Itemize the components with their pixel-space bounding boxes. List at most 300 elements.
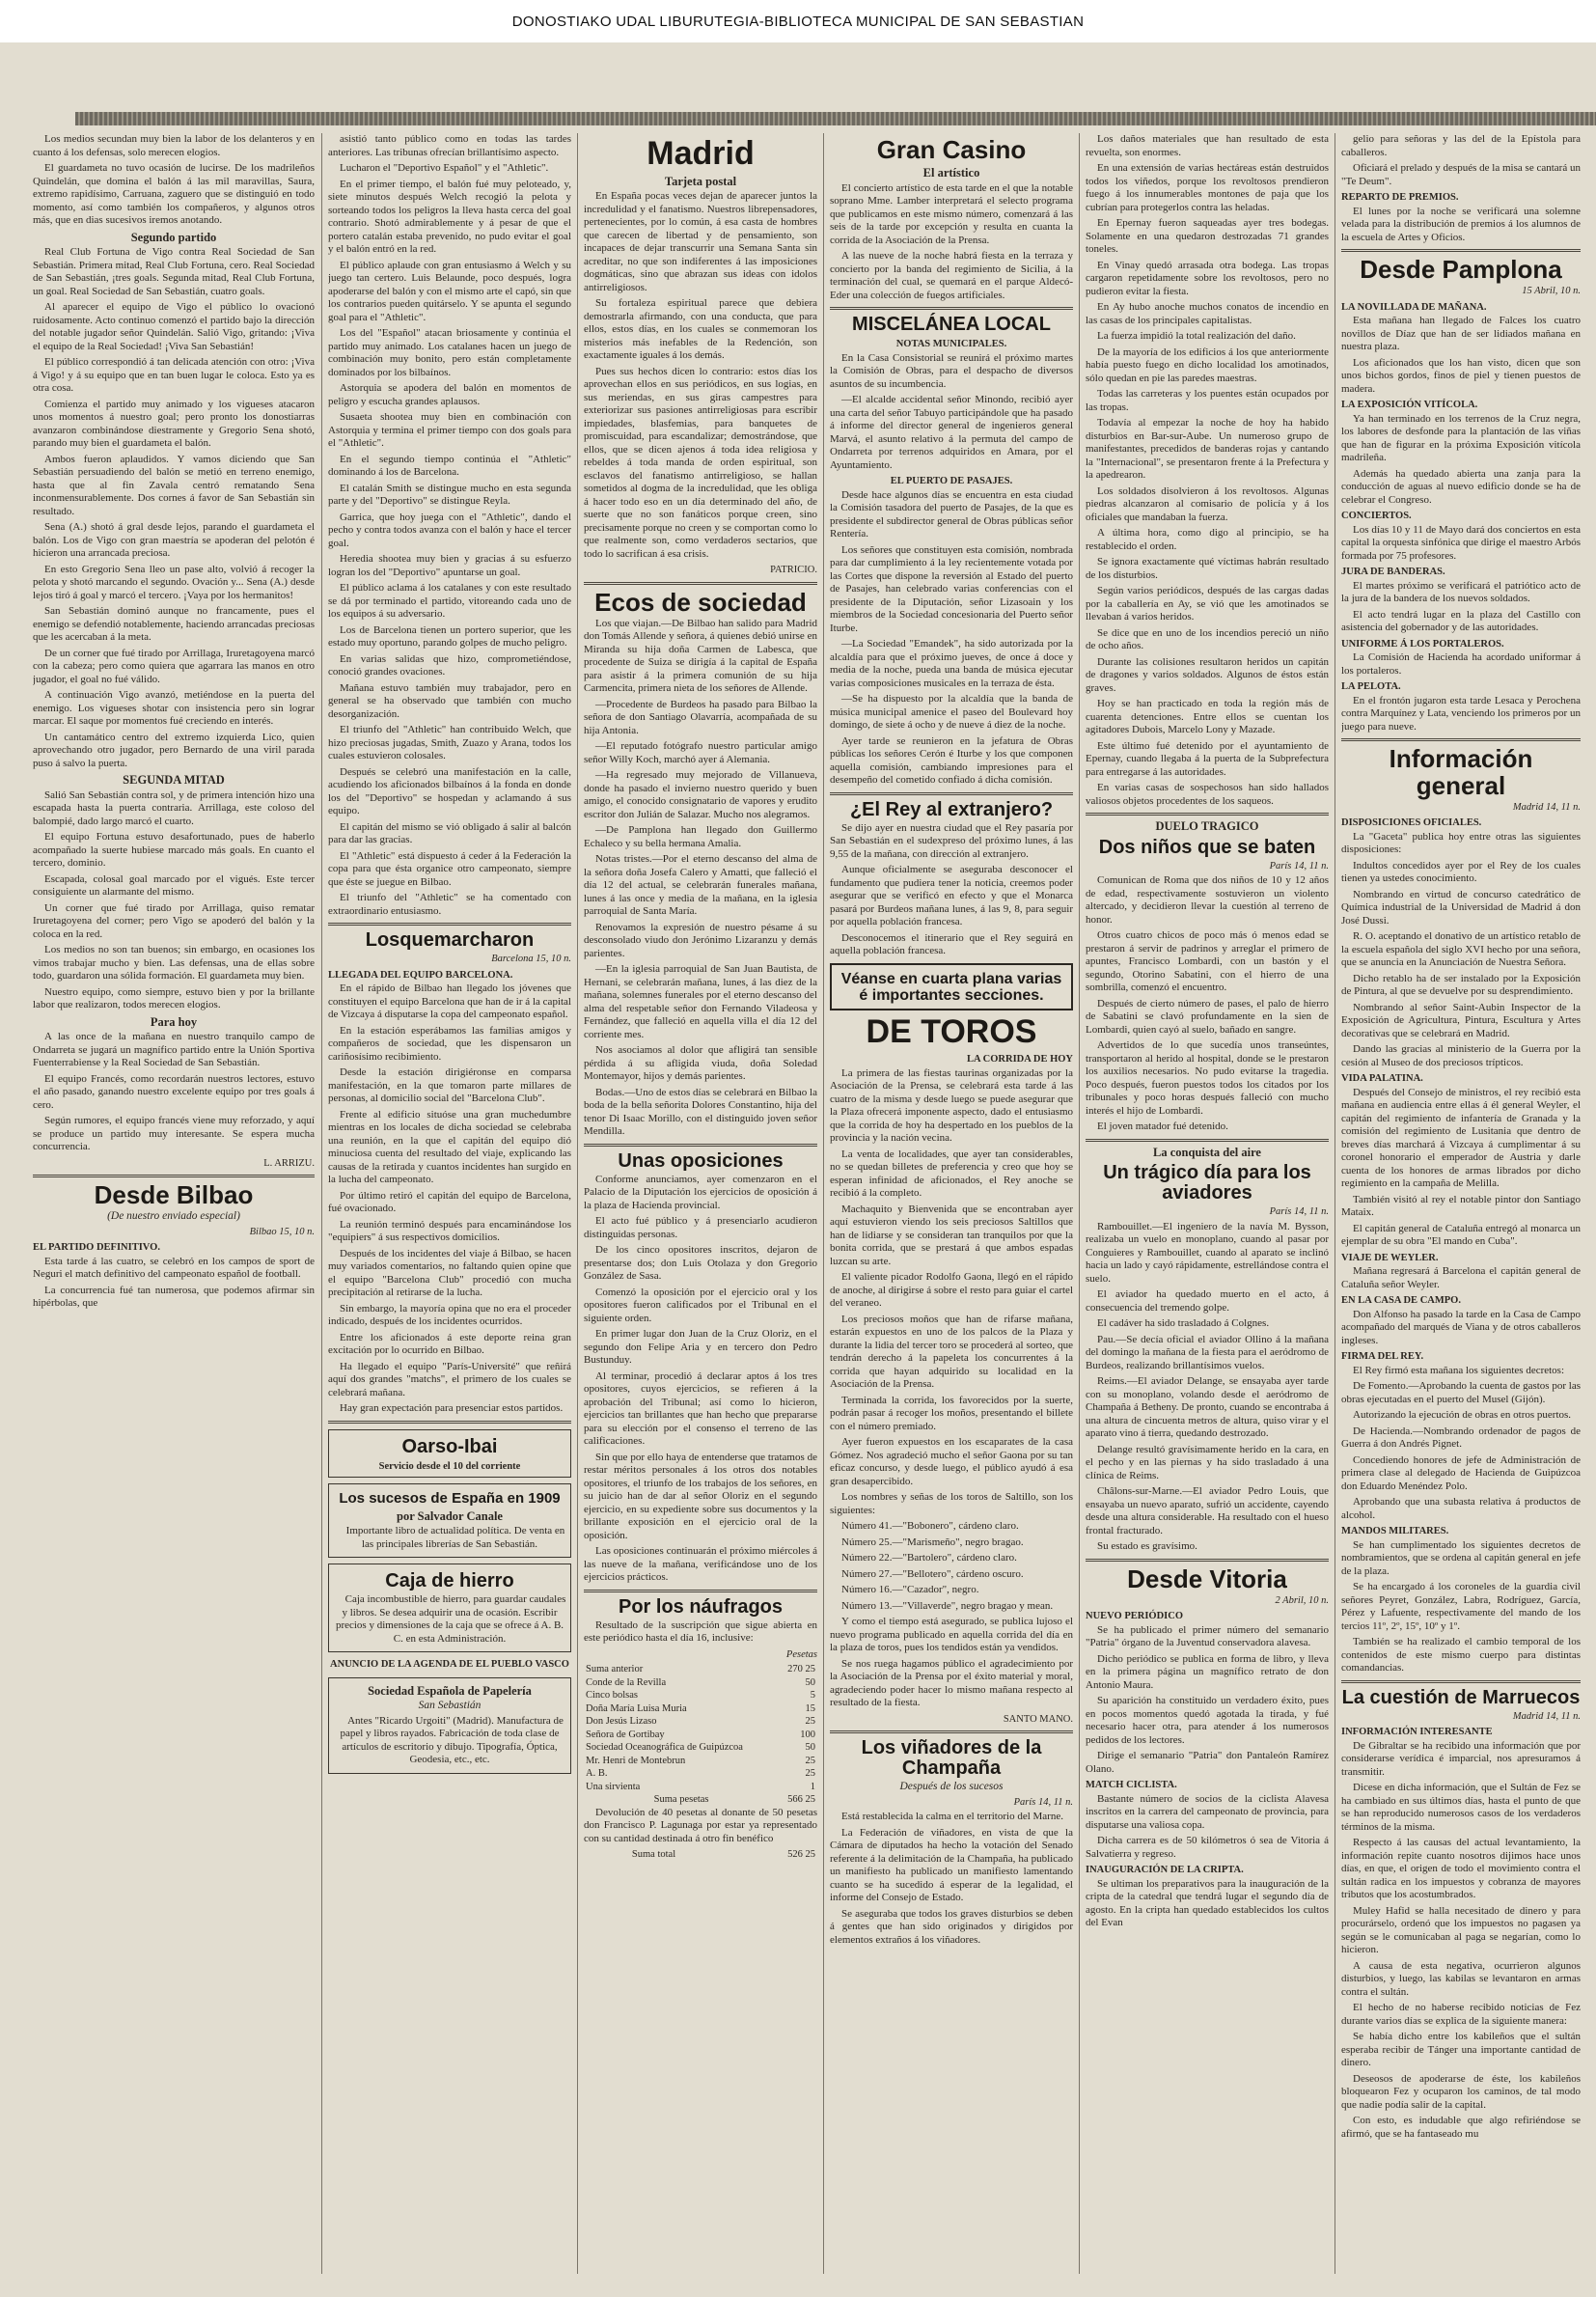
table-unit: Pesetas xyxy=(785,1648,817,1660)
paragraph: Dicho retablo ha de ser instalado por la Exposición de Pintura, al que se devuelve por su desprendimiento. xyxy=(1341,972,1581,998)
paragraph: Se aseguraba que todos los graves disturbios se deben á gentes que han sido originados y dirigidos por elementos extraños á los viñadores. xyxy=(830,1907,1073,1946)
dateline: París 14, 11 n. xyxy=(1269,860,1329,872)
dateline: 15 Abril, 10 n. xyxy=(1522,286,1581,297)
donor-name: Suma anterior xyxy=(586,1664,644,1675)
paragraph: A continuación Vigo avanzó, metiéndose en la puerta del enemigo. Los vigueses shotar con insistencia pero sin lograr marcar. El saque por momentos fué creciendo en interés. xyxy=(33,689,315,727)
divider xyxy=(328,1421,571,1424)
headline: Desde Vitoria xyxy=(1127,1564,1287,1593)
table-row xyxy=(584,1676,817,1690)
paragraph: Ambos fueron aplaudidos. Y vamos diciendo que San Sebastián persuadiendo del balón se metió en terreno enemigo, hasta que al fin Zavala centró rematando Sena inconmensurablemente. Dos cornes á favor de San Sebastián sin resultado. xyxy=(33,453,315,517)
paragraph: Los que viajan.—De Bilbao han salido para Madrid don Tomás Allende y señora, á quienes debió unirse en Miranda su hija doña Carmen de Labesca, que procedente de Suiza se dirigía á la capital de España para asistir á la primera comunión de su hija Carmencita, primera nieta de los señores de Allende. xyxy=(584,617,817,695)
subheading: LA NOVILLADA DE MAÑANA. xyxy=(1341,301,1487,313)
advertisement xyxy=(328,1677,571,1774)
divider xyxy=(328,923,571,926)
paragraph: Devolución de 40 pesetas al donante de 50 pesetas don Francisco P. Lagunaga por estar ya representado con su cantidad destinada á otro fin benéfico xyxy=(584,1806,817,1844)
paragraph: En España pocas veces dejan de aparecer juntos la incredulidad y el fanatismo. Nuestros librepensadores, pertenecientes, por lo común, á esa casta de hombres que carecen de libertad y de pensamiento, son incapaces de dejar transcurrir una Semana Santa sin acreditar, no que son indiferentes á las imposiciones dogmáticas, sino que abrazan sus ideas con idolos antirreligiosos. xyxy=(584,190,817,293)
paragraph: El equipo Francés, como recordarán nuestros lectores, estuvo el año pasado, ganando nuestro excelente equipo por tres goals á cero. xyxy=(33,1072,315,1111)
subheading: MATCH CICLISTA. xyxy=(1086,1780,1177,1791)
subheading: NOTAS MUNICIPALES. xyxy=(895,339,1007,350)
paragraph: Nos asociamos al dolor que afligirá tan sensible pérdida á su afligida viuda, doña Soledad Montemayor, hijos y demás parientes. xyxy=(584,1044,817,1083)
headline: Losquemarcharon xyxy=(365,929,535,951)
paragraph: El cadáver ha sido trasladado á Colgnes. xyxy=(1097,1317,1270,1329)
notice-box xyxy=(830,963,1073,1011)
table-row xyxy=(584,1848,817,1862)
donor-name: Cinco bolsas xyxy=(586,1690,638,1702)
paragraph: R. O. aceptando el donativo de un artístico retablo de la escuela española del siglo XVI hecho por una señora, que se anuncia en la Anunciación de Nuestra Señora. xyxy=(1341,930,1581,969)
divider xyxy=(1341,249,1581,252)
paragraph: El público aclama á los catalanes y con este resultado se dá por terminado el partido, vitoreando cada uno de los equipos á su adversario. xyxy=(328,582,571,620)
headline: La cuestión de Marruecos xyxy=(1341,1686,1581,1708)
paragraph: El capitán del mismo se vió obligado á salir al balcón para dar las gracias. xyxy=(328,820,571,845)
paragraph: Después se celebró una manifestación en la calle, acudiendo los aficionados bilbaínos á la fonda en donde los del "Deportivo" se hospedan y aclamando á sus equipo. xyxy=(328,765,571,816)
paragraph: El lunes por la noche se verificará una solemne velada para la distribución de premios á los alumnos de la escuela de Artes y Oficios. xyxy=(1341,205,1581,243)
list-item: Número 22.—"Bartolero", cárdeno claro. xyxy=(841,1552,1017,1564)
subheading: LA CORRIDA DE HOY xyxy=(967,1054,1073,1065)
paragraph: Los días 10 y 11 de Mayo dará dos conciertos en esta capital la orquesta sinfónica que dirige el maestro Arbós formada por 75 profesores. xyxy=(1341,523,1581,562)
subheading: EL PUERTO DE PASAJES. xyxy=(890,476,1013,487)
donor-name: A. B. xyxy=(586,1768,608,1780)
list-item: Número 25.—"Marismeño", negro bragao. xyxy=(841,1536,1024,1548)
donor-amount: 100 xyxy=(800,1729,815,1740)
paragraph: Se ultiman los preparativos para la inauguración de la cripta de la catedral que tendrá lugar el segundo día de agosto. En la cripta han quedado establecidos los cultos del Evan xyxy=(1086,1877,1329,1929)
paragraph: Los aficionados que los han visto, dicen que son unos bichos gordos, finos de piel y tienen puestos de madera. xyxy=(1341,356,1581,395)
paragraph: Escapada, colosal goal marcado por el vigués. Este tercer consiguiente un alarmante del mismo. xyxy=(33,872,315,898)
paragraph: Mañana estuvo también muy trabajador, pero en general se ha observado que también con mucho desorganización. xyxy=(328,681,571,720)
divider xyxy=(830,1730,1073,1733)
paragraph: Aprobando que una subasta relativa á productos de alcohol. xyxy=(1341,1496,1581,1521)
paragraph: Dicho periódico se publica en forma de libro, y lleva en la primera página un magnífico retrato de don Antonio Maura. xyxy=(1086,1652,1329,1691)
paragraph: Además ha quedado abierta una zanja para la conducción de aguas al nuevo edificio donde se ha de celebrar el Congreso. xyxy=(1341,467,1581,506)
paragraph: —El reputado fotógrafo nuestro particular amigo señor Willy Koch, marchó ayer á Alemania. xyxy=(584,740,817,765)
paragraph: Mañana regresará á Barcelona el capitán general de Cataluña señor Weyler. xyxy=(1341,1265,1581,1290)
subheading: EN LA CASA DE CAMPO. xyxy=(1341,1295,1461,1307)
subheading: MANDOS MILITARES. xyxy=(1341,1526,1449,1537)
paragraph: De Gibraltar se ha recibido una información que por considerarse verídica é imparcial, nos apresuramos á transmitir. xyxy=(1341,1739,1581,1778)
newspaper-page xyxy=(0,42,1596,2297)
paragraph: Se ha encargado á los coroneles de la guardia civil señores Peyret, González, Labra, Rodríguez, García, Pérez y Lafuente, respectivamente del mando de los tercios 11º, 2º, 15º, 10º y 1º. xyxy=(1341,1581,1581,1632)
paragraph: Garrica, que hoy juega con el "Athletic", dando el pecho y contra todos avanza con el balón y hace el tercer goal. xyxy=(328,511,571,549)
paragraph: Rambouillet.—El ingeniero de la navía M. Bysson, realizaba un vuelo en monoplano, cuando al pasar por Conguieres y Rambouillet, cuando al aparato se inclinó hacia un lado y cayó rápidamente, estrellándose contra el suelo. xyxy=(1086,1220,1329,1285)
paragraph: Y como el tiempo está asegurado, se publica lujoso el nuevo programa publicado en aquella corrida del día en la plaza de toros, pues los tendidos están ya vendidos. xyxy=(830,1616,1073,1654)
subscription-table xyxy=(584,1663,817,1807)
paragraph: La fuerza impidió la total realización del daño. xyxy=(1097,330,1296,342)
paragraph: Entre los aficionados á este deporte reina gran excitación por lo ocurrido en Bilbao. xyxy=(328,1331,571,1356)
paragraph: A las nueve de la noche habrá fiesta en la terraza y concierto por la banda del regimiento de Sicilia, á la terminación del cual, se quemará en el parque Aldecó-Eder una colección de fuegos artificiales. xyxy=(830,250,1073,301)
paragraph: En el rápido de Bilbao han llegado los jóvenes que constituyen el equipo Barcelona que han de ir á la capital de Vizcaya á disputarse la copa del campeonato español. xyxy=(328,982,571,1020)
signature: SANTO MANO. xyxy=(1003,1713,1073,1725)
total-value: 566 25 xyxy=(787,1794,815,1806)
paragraph: De la mayoría de los edificios á los que anteriormente había puesto fuego en dicho localidad los amotinados, sólo quedan en pie las paredes maestras. xyxy=(1086,346,1329,384)
donor-amount: 50 xyxy=(805,1742,815,1754)
paragraph: Su fortaleza espiritual parece que debiera demostrarla afirmando, con una conducta, que para ellos, estos días, en los cuales se conmemoran los misterios más inefables de la Redención, son exactamente iguales á los demás. xyxy=(584,297,817,362)
paragraph: Châlons-sur-Marne.—El aviador Pedro Louis, que ensayaba un nuevo aparato, sufrió un accidente, cayendo desde una altura considerable. Ha resultado con el hueso frontal fracturado. xyxy=(1086,1485,1329,1536)
signature: PATRICIO. xyxy=(770,565,817,576)
paragraph: Concediendo honores de jefe de Administración de primera clase al delegado de Hacienda de Guipúzcoa don Eduardo Menéndez Polo. xyxy=(1341,1453,1581,1492)
paragraph: En la estación esperábamos las familias amigos y compañeros de sociedad, que les dispensaron un cariñosísimo recibimiento. xyxy=(328,1024,571,1063)
paragraph: Reims.—El aviador Delange, se ensayaba ayer tarde con su monoplano, volando desde el aeródromo de Champaña á Betheny. De pronto, cuando se encontraba á una altura de cincuenta metros de altura, quiso virar y el aparato vino á tierra, quedando destrozado. xyxy=(1086,1375,1329,1439)
headline: Desde Pamplona xyxy=(1360,255,1562,284)
paragraph: Resultado de la suscripción que sigue abierta en este periódico hasta el día 16, inclusive: xyxy=(584,1619,817,1645)
table-row xyxy=(584,1767,817,1781)
paragraph: Dando las gracias al ministerio de la Guerra por la cesión al Museo de dos preciosos trípticos. xyxy=(1341,1043,1581,1068)
subheading: VIAJE DE WEYLER. xyxy=(1341,1252,1439,1263)
paragraph: Dirige el semanario "Patria" don Pantaleón Ramírez Olano. xyxy=(1086,1750,1329,1775)
ad-author: por Salvador Canale xyxy=(397,1508,503,1523)
subheading: LA EXPOSICIÓN VITÍCOLA. xyxy=(1341,400,1478,411)
dateline: Bilbao 15, 10 n. xyxy=(249,1226,315,1237)
donor-amount: 25 xyxy=(805,1755,815,1766)
divider xyxy=(584,1590,817,1592)
paragraph: En la Casa Consistorial se reunirá el próximo martes la Comisión de Obras, para el despacho de diversos asuntos de su incumbencia. xyxy=(830,351,1073,390)
table-row xyxy=(584,1781,817,1794)
paragraph: El catalán Smith se distingue mucho en esta segunda parte y del "Deportivo" se distingue Reyla. xyxy=(328,482,571,507)
donor-name: Doña María Luisa Muria xyxy=(586,1702,687,1714)
paragraph: Se nos ruega hagamos público el agradecimiento por la Asociación de la Prensa por el éxito material y moral, agradeciendo poder hacer lo mismo mañana respecto al resultado de la fiesta. xyxy=(830,1657,1073,1709)
donor-name: Conde de la Revilla xyxy=(586,1676,667,1688)
paragraph: La primera de las fiestas taurinas organizadas por la Asociación de la Prensa, se celebrará esta tarde á las cuatro de la misma y desde luego se puede asegurar que la Plaza ofrecerá imponente aspecto, dado el entusiasmo que la corrida de hoy ha despertado en los pueblos de la provincia y la nación vecina. xyxy=(830,1066,1073,1145)
list-item: Número 16.—"Cazador", negro. xyxy=(841,1584,979,1596)
paragraph: —Procedente de Burdeos ha pasado para Bilbao la señora de don Santiago Olavarría, acompañada de su hija Antonia. xyxy=(584,698,817,736)
paragraph: Aunque oficialmente se aseguraba desconocer el fundamento que pudiera tener la noticia, creemos poder asegurar que se verificó en efecto y que el Monarca pasará por Burdeos mañana lunes, á las 9, 8, para seguir por aquella población francesa. xyxy=(830,864,1073,928)
paragraph: Otros cuatro chicos de poco más ó menos edad se prestaron á servir de padrinos y arreglar el primero de apuntes, Francisco Lombardi, con un bastón y el segundo, Otorino Sabatini, con el hierro de una sombrilla, comenzó el encuentro. xyxy=(1086,929,1329,993)
paragraph: El equipo Fortuna estuvo desafortunado, pues de haberlo acompañado la suerte hubiese marcado más goals. En cuanto el tercero, dominio. xyxy=(33,831,315,869)
paragraph: En varias salidas que hizo, comprometiéndose, conoció grandes ovaciones. xyxy=(328,652,571,678)
headline: Información general xyxy=(1389,744,1533,800)
paragraph: A causa de esta negativa, ocurrieron algunos disturbios, y luego, las kabilas se levantaron en armas contra el sultán. xyxy=(1341,1959,1581,1998)
paragraph: Nombrando al señor Saint-Aubin Inspector de la Exposición de Agricultura, Pintura, Escultura y Artes decorativas que se celebrará en Madrid. xyxy=(1341,1001,1581,1039)
donor-name: Mr. Henri de Montebrun xyxy=(586,1755,686,1766)
donor-amount: 25 xyxy=(805,1716,815,1728)
paragraph: El aviador ha quedado muerto en el acto, á consecuencia del tremendo golpe. xyxy=(1086,1288,1329,1314)
headline: Madrid xyxy=(647,135,755,172)
dateline: París 14, 11 n. xyxy=(1269,1206,1329,1217)
subheading: FIRMA DEL REY. xyxy=(1341,1351,1424,1363)
donor-amount: 50 xyxy=(805,1676,815,1688)
ad-city: San Sebastián xyxy=(418,1700,482,1712)
advertisement xyxy=(328,1429,571,1479)
paragraph: Un cantamático centro del extremo izquierda Lico, quien aprovechando otro jugador, pero Bernardo de una viril parada puso á salvo la puerta. xyxy=(33,731,315,769)
headline: DE TOROS xyxy=(866,1013,1037,1051)
paragraph: Se había dicho entre los kabileños que el sultán esperaba recibir de Tánger una importante cantidad de dinero. xyxy=(1341,2031,1581,2069)
column-3 xyxy=(584,133,817,2274)
paragraph: Comienza el partido muy animado y los vigueses atacaron unos momentos á nuestro goal; pero pronto los donostiarras avanzaron combinándose diestramente y Gregorio Sena shotó, parando muy bien el guardameta el balón. xyxy=(33,398,315,449)
paragraph: El hecho de no haberse recibido noticias de Fez durante varios días se explica de la siguiente manera: xyxy=(1341,2002,1581,2027)
paragraph: La Comisión de Hacienda ha acordado uniformar á los portaleros. xyxy=(1341,651,1581,677)
headline: Los viñadores de la Champaña xyxy=(861,1737,1042,1780)
paragraph: El concierto artístico de esta tarde en el que la notable soprano Mme. Lamber interpretará el selecto programa que publicamos en este mismo número, comenzará á las seis de la tarde por excepción y resulta en cuanta la corrida de la Asociación de la Prensa. xyxy=(830,181,1073,246)
paragraph: Los preciosos moños que han de rifarse mañana, estarán expuestos en uno de los palcos de la Plaza y durante la lidia del tercer toro se procederá al sorteo, que tendrán derecho á la papeleta los concurrentes á la corrida que hayan adquirido su localidad en la Asociación de la Prensa. xyxy=(830,1313,1073,1391)
paragraph: —Ha regresado muy mejorado de Villanueva, donde ha pasado el invierno nuestro querido y buen amigo, el conocido consignatario de vapores y erudito escritor don Julián de Salazar. Mucho nos alegramos. xyxy=(584,769,817,820)
paragraph: Ayer tarde se reunieron en la jefatura de Obras públicas los señores Cerón é Iturbe y los que componen aquella comisión, cambiando impresiones para el desempeño del cometido confiado á dicha comisión. xyxy=(830,734,1073,787)
paragraph: También visitó al rey el notable pintor don Santiago Mataix. xyxy=(1341,1193,1581,1219)
section-heading: Segundo partido xyxy=(130,230,217,244)
subheading: INAUGURACIÓN DE LA CRIPTA. xyxy=(1086,1865,1244,1876)
paragraph: Los de Barcelona tienen un portero superior, que les estado muy oportuno, parando golpes de mucho peligro. xyxy=(328,623,571,649)
table-row xyxy=(584,1729,817,1742)
paragraph: El acto tendrá lugar en la plaza del Castillo con asistencia del gobernador y de las autoridades. xyxy=(1341,608,1581,634)
dateline: 2 Abril, 10 n. xyxy=(1275,1594,1329,1606)
subheading: REPARTO DE PREMIOS. xyxy=(1341,192,1459,203)
paragraph: En varias casas de sospechosos han sido hallados valiosos objetos procedentes de los saqueos. xyxy=(1086,782,1329,807)
table-row xyxy=(584,1755,817,1768)
paragraph: El joven matador fué detenido. xyxy=(1097,1121,1228,1132)
ad-title: Caja de hierro xyxy=(385,1570,514,1592)
paragraph: Sin embargo, la mayoría opina que no era el proceder indicado, después de los incidentes ocurridos. xyxy=(328,1302,571,1327)
paragraph: La "Gaceta" publica hoy entre otras las siguientes disposiciones: xyxy=(1341,830,1581,856)
paragraph: Indultos concedidos ayer por el Rey de los cuales tienen ya ustedes conocimiento. xyxy=(1341,859,1581,885)
column-rule xyxy=(823,133,824,2274)
total-label: Suma pesetas xyxy=(653,1794,709,1806)
paragraph: De Fomento.—Aprobando la cuenta de gastos por las obras ejecutadas en el puerto del Musel (Gijón). xyxy=(1341,1380,1581,1405)
paragraph: Después del Consejo de ministros, el rey recibió esta mañana en audiencia entre ellas á él general Weyler, el capitán del regimiento de infantería de Granada y la comisión del regimiento de Lusitania que dentro de breves días marchará á Vizcaya á cumplimentar á su coronel honorario el emperador de Austria y darle cuenta de los honores de armas librados por dicho regimiento en la campaña de Melilla. xyxy=(1341,1086,1581,1190)
final-value: 526 25 xyxy=(787,1849,815,1861)
table-row xyxy=(584,1663,817,1676)
paragraph: Pues sus hechos dicen lo contrario: estos días los aprovechan ellos en sus periódicos, en sus logias, en sus meriendas, en sus giras campestres para exteriorizar sus pasiones antirreligiosas para escribir impiedades, blasfemias, para banquetes de promiscuidad, para escandalizar; demostrándose, que ellos, que se dicen ajenos á toda idea religiosa y rebeldes á toda manda de orden espiritual, son esclavos del fanatismo antirreligioso, se hallan sometidos al dogma de la incredulidad, que les obliga á hacer todo eso en un día determinado del año, de suerte que no son fanáticos porque creen, sino precisamente porque no creen y se comportan como lo que realmente son, como verdaderos sectarios, que todo lo sacrifican á esa crisis. xyxy=(584,365,817,560)
paragraph: En Vinay quedó arrasada otra bodega. Las tropas cargaron repetidamente sobre los revoltosos, pero no pudieron evitar la fiesta. xyxy=(1086,259,1329,297)
signature: L. ARRIZU. xyxy=(263,1157,315,1169)
paragraph: A última hora, como digo al principio, se ha restablecido el orden. xyxy=(1086,527,1329,552)
advertisement xyxy=(328,1564,571,1652)
list-item: Número 41.—"Bobonero", cárdeno claro. xyxy=(841,1520,1019,1533)
ad-text: Importante libro de actualidad política. De venta en las principales librerías de San Sebastián. xyxy=(345,1525,565,1550)
divider xyxy=(1086,1139,1329,1142)
paragraph: Un corner que fué tirado por Arrillaga, quiso rematar Iruretagoyena del corner; pero Vigo se apoderó del balón y la coloca en la red. xyxy=(33,901,315,940)
paragraph: Según rumores, el equipo francés viene muy reforzado, y aquí se produce un partido muy interesante. Se espera mucha concurrencia. xyxy=(33,1115,315,1152)
paragraph: Astorquia se apodera del balón en momentos de peligro y escucha grandes aplausos. xyxy=(328,382,571,407)
paragraph: Hay gran expectación para presenciar estos partidos. xyxy=(340,1402,564,1414)
paragraph: Susaeta shootea muy bien en combinación con Astorquia y termina el primer tiempo con dos goals para el "Athletic". xyxy=(328,411,571,449)
paragraph: El público aplaude con gran entusiasmo á Welch y su juego tan certero. Luis Belaunde, poco después, logra apoderarse del balón y con el mismo arte el capó, sin que los contrarios pueden quitárselo. Y se apunta el segundo goal para el "Athletic". xyxy=(328,259,571,323)
ad-text: Antes "Ricardo Urgoiti" (Madrid). Manufactura de papel y libros rayados. Fabricación de toda clase de artículos de escritorio y dibujo. Tipografía, Óptica, Geodesia, etc., etc. xyxy=(340,1714,564,1766)
subheading: INFORMACIÓN INTERESANTE xyxy=(1341,1727,1493,1738)
donor-name: Una sirvienta xyxy=(586,1781,641,1792)
paragraph: Respecto á las causas del actual levantamiento, la información repite cuanto nosotros dijimos hace unos días, en que, el origen de todo el movimiento contra el sultán radica en los impuestos y cobranza de mayores tributos que los acostumbrados. xyxy=(1341,1837,1581,1901)
bull-list xyxy=(830,1520,1073,1613)
top-rule xyxy=(75,112,1596,125)
paragraph: Autorizando la ejecución de obras en otros puertos. xyxy=(1353,1409,1572,1422)
paragraph: Después de los incidentes del viaje á Bilbao, se hacen muy variados comentarios, no faltando quien opine que el equipo "Barcelona Club" procedió con mucha precipitación al retirarse de la lucha. xyxy=(328,1247,571,1298)
paragraph: Al aparecer el equipo de Vigo el público lo ovacionó ruidosamente. Acto continuo comenzó el partido bajo la dirección del notable jugador señor Quindelán. Salió Vigo, gritando: ¡Viva el equipo de la Real Sociedad! ¡Viva San Sebastián! xyxy=(33,301,315,352)
byline: (De nuestro enviado especial) xyxy=(107,1210,240,1223)
paragraph: En esto Gregorio Sena lleo un pase alto, volvió á recoger la pelota y shotó marcando el segundo. Ovación y... Sena (A.) desde lejos tiró á goal y marcó el tercero. ¡Vaya por los hermanitos! xyxy=(33,563,315,601)
paragraph: De Hacienda.—Nombrando ordenador de pagos de Guerra á don Andrés Pignet. xyxy=(1341,1425,1581,1451)
paragraph: —La Sociedad "Emandek", ha sido autorizada por la alcaldía para que el próximo jueves, de once á doce y media de la noche, pueda una banda de música ejecutar varias composiciones musicales en la terraza de ésta. xyxy=(830,638,1073,689)
paragraph: Don Alfonso ha pasado la tarde en la Casa de Campo acompañado del marqués de Viana y de otros caballeros ingleses. xyxy=(1341,1308,1581,1346)
paragraph: Al terminar, procedió á declarar aptos á los tres opositores, cuyos ejercicios, se refieren á la aprobación del Tribunal; así como lo hicieron, ejercicios tan brillantes que han hecho que prepararse para su elección por el consenso el terreno de las calificaciones. xyxy=(584,1370,817,1448)
paragraph: El acto fué público y á presenciarlo acudieron distinguidas personas. xyxy=(584,1215,817,1240)
donor-name: Don Jesús Lizaso xyxy=(586,1716,657,1728)
subheading: DISPOSICIONES OFICIALES. xyxy=(1341,817,1482,829)
paragraph: Real Club Fortuna de Vigo contra Real Sociedad de San Sebastián. Primera mitad, Real Club Fortuna, cero. Real Sociedad de San Sebastián, ¡tres goals. Segunda mitad, Real Club Fortuna, un goal. Real Sociedad de San Sebastián, cuatro goals. xyxy=(33,246,315,297)
paragraph: Bodas.—Uno de estos días se celebrará en Bilbao la boda de la bella señorita Dolores Constantino, hija del tenor Di Isaac Morillo, con el distinguido joven señor Mendilla. xyxy=(584,1086,817,1138)
paragraph: Se han cumplimentado los siguientes decretos de nombramientos, que se ordena al capitán general en jefe de la plaza. xyxy=(1341,1538,1581,1577)
headline: Un trágico día para los aviadores xyxy=(1103,1162,1311,1204)
divider xyxy=(33,1175,315,1177)
notice-text: Véanse en cuarta plana varias é importantes secciones. xyxy=(840,970,1062,1004)
headline: Dos niños que se baten xyxy=(1098,836,1316,858)
paragraph: asistió tanto público como en todas las tardes anteriores. Las tribunas ofrecían brillantísimo aspecto. xyxy=(328,133,571,158)
paragraph: En el segundo tiempo continúa el "Athletic" dominando á los de Barcelona. xyxy=(328,453,571,478)
paragraph: En el primer tiempo, el balón fué muy peloteado, y, siete minutos después Welch recogió la pelota y sorteando todos los peligros la lleva hasta cerca del goal contrario. Shotó admirablemente y á pesar de que el portero catalán estaba prevenido, no pudo evitar el goal y el balón entró en la red. xyxy=(328,178,571,255)
paragraph: Las oposiciones continuarán el próximo miércoles á las nueve de la mañana, verificándose uno de los ejercicios prácticos. xyxy=(584,1545,817,1584)
headline: MISCELÁNEA LOCAL xyxy=(852,314,1051,336)
donor-amount: 1 xyxy=(810,1781,815,1792)
table-row xyxy=(584,1793,817,1807)
paragraph: Este último fué detenido por el ayuntamiento de Epernay, cuando llegaba á la puerta de la Subprefectura para entregarse á las autoridades. xyxy=(1086,739,1329,778)
table-row xyxy=(584,1702,817,1716)
paragraph: Los señores que constituyen esta comisión, nombrada para dar cumplimiento á la ley recientemente votada por las Cortes que dispone la reversión al Estado del puerto de Pasajes, han celebrado varias conferencias con el presidente de la Diputación, señor Lizasoain y los miembros de la Sociedad concesionaria del Puerto señor Iturbe. xyxy=(830,543,1073,634)
paragraph: Según varios periódicos, después de las cargas dadas por la caballería en Ay, se vió que les amotinados se llevaban á varios heridos. xyxy=(1086,585,1329,623)
divider xyxy=(830,792,1073,795)
paragraph: En una extensión de varias hectáreas están destruidos todos los viñedos, porque los revoltosos prendieron fuego á los innumerables montones de paja que los cubrían para protegerlos contra las heladas. xyxy=(1086,162,1329,213)
paragraph: También se ha realizado el cambio temporal de los contenidos de este mismo cuerpo para distintas comandancias. xyxy=(1341,1636,1581,1674)
headline: Gran Casino xyxy=(876,135,1027,164)
paragraph: Hoy se han practicado en toda la región más de cuarenta detenciones. Entre ellos se cuentan los agitadores Dubois, Marcelo Lony y Mazade. xyxy=(1086,698,1329,735)
dateline: Madrid 14, 11 n. xyxy=(1512,801,1581,813)
paragraph: La venta de localidades, que ayer tan considerables, no se quedan billetes de preferencia y creo que hoy se esperan infinidad de aficionados, el Rey anoche se recibió á la completo. xyxy=(830,1148,1073,1200)
section-heading: Para hoy xyxy=(150,1014,198,1029)
ad-text: Caja incombustible de hierro, para guardar caudales y libros. Se desea adquirir una de ocasión. Escribir precios y dimensiones de la caja que se ofrece á A. B. C. en esta Administración. xyxy=(335,1593,566,1645)
paragraph: Conforme anunciamos, ayer comenzaron en el Palacio de la Diputación los ejercicios de oposición á la plaza de Hacienda provincial. xyxy=(584,1173,817,1211)
paragraph: Oficiará el prelado y después de la misa se cantará un "Te Deum". xyxy=(1341,162,1581,187)
paragraph: Delange resultó gravísimamente herido en la cara, en el pecho y en las piernas y ha sido trasladado á una clínica de Reims. xyxy=(1086,1443,1329,1481)
subheading: CONCIERTOS. xyxy=(1341,511,1412,522)
divider xyxy=(584,582,817,585)
column-rule xyxy=(577,133,578,2274)
dateline: Madrid 14, 11 n. xyxy=(1512,1710,1581,1722)
paragraph: Se dijo ayer en nuestra ciudad que el Rey pasaría por San Sebastián en el sudexpreso del próximo lunes, á las 9,55 de la mañana, con dirección al extranjero. xyxy=(830,821,1073,860)
ad-title: Oarso-Ibai xyxy=(401,1435,498,1457)
paragraph: Sena (A.) shotó á gral desde lejos, parando el guardameta el balón. Los de Vigo con gran maestría se apoderan del pelotón é hicieron una arrancada preciosa. xyxy=(33,521,315,559)
divider xyxy=(830,307,1073,310)
paragraph: Notas tristes.—Por el eterno descanso del alma de la señora doña Josefa Calero y Amatti, que falleció el día 12 del actual, se celebrarán funerales mañana, lunes á las once y media de la mañana, en la iglesia parroquial de Santa María. xyxy=(584,853,817,918)
divider xyxy=(584,1144,817,1147)
column-4 xyxy=(830,133,1073,2274)
divider xyxy=(1086,1559,1329,1562)
paragraph: Se ignora exactamente qué víctimas habrán resultado de los disturbios. xyxy=(1086,556,1329,581)
paragraph: En Ay hubo anoche muchos conatos de incendio en las casas de los principales capitalistas. xyxy=(1086,301,1329,326)
divider xyxy=(1341,1680,1581,1683)
paragraph: A las once de la mañana en nuestro tranquilo campo de Ondarreta se jugará un magnífico partido entre la Unión Sportiva Fuenterrabiense y la Real Sociedad de San Sebastián. xyxy=(33,1031,315,1068)
paragraph: Pau.—Se decía oficial el aviador Ollino á la mañana del domingo la mañana de la fiesta para el aeródromo de Burdeos, realizando brillantísimos vuelos. xyxy=(1086,1333,1329,1371)
divider xyxy=(1341,738,1581,741)
paragraph: El Rey firmó esta mañana los siguientes decretos: xyxy=(1353,1364,1565,1376)
donor-name: Sociedad Oceanográfica de Guipúzcoa xyxy=(586,1742,743,1754)
column-6 xyxy=(1341,133,1581,2274)
donor-amount: 25 xyxy=(805,1768,815,1780)
paragraph: Los del "Español" atacan briosamente y continúa el partido muy animado. Los catalanes hacen un juego de combinación muy bonito, pero están completamente dominados por los bilbaínos. xyxy=(328,327,571,378)
paragraph: Ayer fueron expuestos en los escaparates de la casa Gómez. Nos agradeció mucho el señor Gaona por su tan eficaz concurso, y desde luego, el público ayudó á esa gran desapercibido. xyxy=(830,1436,1073,1487)
paragraph: Los medios secundan muy bien la labor de los delanteros y en cuanto á los defensas, solo merecen elogios. xyxy=(33,133,315,158)
paragraph: Ya han terminado en los terrenos de la Cruz negra, los labores de desfonde para la plantación de las viñas que han de figurar en la próxima Exposición vitícola madrileña. xyxy=(1341,412,1581,464)
paragraph: La concurrencia fué tan numerosa, que podemos afirmar sin hipérbolas, que xyxy=(33,1284,315,1310)
paragraph: Sin que por ello haya de entenderse que tratamos de restar méritos personales á los otros dos notables opositores, el triunfo de los trabajos de los señores, en su juicio han de dar al señor Oloriz en el segundo ejercicio, en su expediente sobre sus documentos y la brillante exposición en el ejercicio oral de la oposición. xyxy=(584,1451,817,1541)
paragraph: En primer lugar don Juan de la Cruz Oloriz, en el segundo don Felipe Aria y en tercero don Pedro Bustunduy. xyxy=(584,1328,817,1367)
headline: Por los náufragos xyxy=(618,1595,784,1618)
paragraph: Comunican de Roma que dos niños de 10 y 12 años de edad, respectivamente sostuvieron un violento altercado, y decidieron llevar la cuestión al terreno de honor. xyxy=(1086,874,1329,926)
donor-amount: 5 xyxy=(810,1690,815,1702)
paragraph: Heredia shootea muy bien y gracias á su esfuerzo logran los del "Deportivo" apuntarse un goal. xyxy=(328,553,571,578)
subheading: NUEVO PERIÓDICO xyxy=(1086,1611,1184,1622)
paragraph: Los nombres y señas de los toros de Saltillo, son los siguientes: xyxy=(830,1491,1073,1516)
paragraph: Con esto, es indudable que algo refiriéndose se afirmó, que se ha fantaseado mu xyxy=(1341,2115,1581,2140)
paragraph: El guardameta no tuvo ocasión de lucirse. De los madrileños Quindelán, que domina el balón á las mil maravillas, Saura, extremo rapidísimo, Carruana, zaguero que se distinguió en todo momento, así como también los compañeros, y algunos otros más, que en dias sucesivos iremos anotando. xyxy=(33,162,315,226)
paragraph: Bastante número de socios de la ciclista Alavesa inscritos en la carrera del campeonato de provincia, para disputarse una valiosa copa. xyxy=(1086,1792,1329,1831)
paragraph: gelio para señoras y las del de la Epístola para caballeros. xyxy=(1341,133,1581,158)
subheading: LLEGADA DEL EQUIPO BARCELONA. xyxy=(328,969,513,981)
paragraph: Advertidos de lo que sucedía unos transeúntes, transportaron al herido al hospital, donde se le prestaron los auxilios necesarios. No pudo evitarse la tragedia. Poco después, fueron puestos todos los citados por los tribunales y poco horas después falleció con mucho interés el hijo de Lombardi. xyxy=(1086,1039,1329,1117)
paragraph: Su estado es gravísimo. xyxy=(1097,1540,1197,1552)
column-2 xyxy=(328,133,571,2274)
paragraph: Dicese en dicha información, que el Sultán de Fez se ha cambiado en sus últimos días, hasta el punto de que se han reproducido numerosos casos de los verdaderos términos de la misma. xyxy=(1341,1782,1581,1833)
donor-amount: 270 25 xyxy=(787,1664,815,1675)
paragraph: El "Athletic" está dispuesto á ceder á la Federación la copa para que ésta organice otro campeonato, siempre que éste se juegue en Bilbao. xyxy=(328,849,571,888)
subheading: Después de los sucesos xyxy=(899,1781,1004,1793)
dateline: Barcelona 15, 10 n. xyxy=(491,954,571,964)
paragraph: El capitán general de Cataluña entregó al monarca un ejemplar de su obra "El mando en Cuba". xyxy=(1341,1222,1581,1248)
paragraph: La reunión terminó después para encaminándose los "equipiers" á sus respectivos domicilios. xyxy=(328,1218,571,1243)
paragraph: —De Pamplona han llegado don Guillermo Echaleco y su bella hermana Amalia. xyxy=(584,824,817,849)
paragraph: Esta tarde á las cuatro, se celebró en los campos de sport de Neguri el match definitivo del campeonato español de football. xyxy=(33,1255,315,1281)
paragraph: Ha llegado el equipo "París-Université" que reñirá aquí dos grandes "matchs", el primero de los cuales se celebrará mañana. xyxy=(328,1360,571,1398)
table-row xyxy=(584,1715,817,1729)
paragraph: Nombrando en virtud de concurso catedrático de Química industrial de la Universidad de Madrid á don José Dussi. xyxy=(1341,888,1581,927)
table-row xyxy=(584,1689,817,1702)
paragraph: En el frontón jugaron esta tarde Lesaca y Perochena contra Marquínez y Lata, venciendo los primeros por un juego para nueve. xyxy=(1341,694,1581,733)
advertisement xyxy=(328,1483,571,1558)
subheading: VIDA PALATINA. xyxy=(1341,1073,1423,1085)
paragraph: Todas las carreteras y los puentes están ocupados por las tropas. xyxy=(1086,388,1329,413)
paragraph: Por último retiró el capitán del equipo de Barcelona, fué ovacionado. xyxy=(328,1189,571,1214)
paragraph: Después de cierto número de pases, el palo de hierro de Sabatini se clavó profundamente en la sien de Lombardi, quien cayó al suelo, bañado en sangre. xyxy=(1086,997,1329,1036)
column-5 xyxy=(1086,133,1329,2274)
paragraph: El triunfo del "Athletic" han contribuido Welch, que hizo preciosas jugadas, Smith, Zuazo y Arana, todos los cuales estuvieron colosales. xyxy=(328,724,571,761)
headline: Desde Bilbao xyxy=(94,1180,254,1209)
paragraph: La Federación de viñadores, en vista de que la Cámara de diputados ha hecho la votación del Senado referente á la delimitación de la Champaña, ha publicado un manifiesto ha publicado un manifiesto lamentando cuanto se ha sucedido á esperar de la legalidad, el informe del Consejo de Estado. xyxy=(830,1826,1073,1904)
paragraph: Desconocemos el itinerario que el Rey seguirá en aquella población francesa. xyxy=(830,931,1073,957)
paragraph: Esta mañana han llegado de Falces los cuatro novillos de Díaz que han de ser lidiados mañana en nuestra plaza. xyxy=(1341,315,1581,353)
paragraph: Está restablecida la calma en el territorio del Marne. xyxy=(841,1811,1063,1823)
headline: ¿El Rey al extranjero? xyxy=(849,798,1054,820)
paragraph: Dicha carrera es de 50 kilómetros ó sea de Vitoria á Salvatierra y regreso. xyxy=(1086,1835,1329,1860)
headline: Ecos de sociedad xyxy=(594,587,807,617)
headline: Unas oposiciones xyxy=(618,1149,784,1172)
paragraph: Salió San Sebastián contra sol, y de primera intención hizo una escapada hasta la puerta contraria. Arrillaga, este coloso del balompié, dado largo marcó el cuarto. xyxy=(33,789,315,827)
subheading: UNIFORME Á LOS PORTALEROS. xyxy=(1341,638,1504,650)
list-item: Número 13.—"Villaverde", negro bragao y mean. xyxy=(841,1599,1054,1612)
notice-title: ANUNCIO DE LA AGENDA DE EL PUEBLO VASCO xyxy=(330,1659,569,1671)
paragraph: Se dice que en uno de los incendios pereció un niño de ocho años. xyxy=(1086,626,1329,651)
section-heading: Tarjeta postal xyxy=(664,174,737,188)
paragraph: De un corner que fué tirado por Arrillaga, Iruretagoyena marcó con la cabeza; pero como quiera que agarrara las manos en otro jugador, el goal no fué válido. xyxy=(33,647,315,685)
paragraph: El martes próximo se verificará el patriótico acto de la jura de la bandera de los nuevos soldados. xyxy=(1341,579,1581,605)
paragraph: Los medios no son tan buenos; sin embargo, en ocasiones los vimos trabajar mucho y bien. Las defensas, una de ellas sobre todo, guardaron una sólida formación. El guardameta muy bien. xyxy=(33,944,315,982)
column-1 xyxy=(33,133,315,2274)
paragraph: El público correspondió á tan delicada atención con otro: ¡Viva á Vigo! y á su equipo que en tan buen lugar le coloca. Esto ya es otra cosa. xyxy=(33,356,315,394)
donor-amount: 15 xyxy=(805,1702,815,1714)
paragraph: Muley Hafid se halla necesitado de dinero y para procurárselo, ordenó que los impuestos no pagasen ya según se le comunicaban al paga se negarían, como lo hicieron. xyxy=(1341,1904,1581,1956)
paragraph: El triunfo del "Athletic" se ha comentado con extraordinario entusiasmo. xyxy=(328,892,571,917)
paragraph: —En la iglesia parroquial de San Juan Bautista, de Hernani, se celebrarán mañana, lunes, á las diez de la mañana, solemnes funerales por el eterno descanso del alma del respetable señor don Fernando Viladeosa y Fernández, que falleció en aquella villa el día 12 del corriente mes. xyxy=(584,963,817,1040)
section-heading: DUELO TRAGICO xyxy=(1155,819,1259,833)
paragraph: El valiente picador Rodolfo Gaona, llegó en el rápido de anoche, al dirigirse á sobre el resto para guiar el cartel del veraneo. xyxy=(830,1271,1073,1310)
paragraph: Renovamos la expresión de nuestro pésame á su desconsolado viudo don Jerónimo Lizaranzu y demás parientes. xyxy=(584,921,817,959)
ad-subtitle: Servicio desde el 10 del corriente xyxy=(378,1460,521,1472)
paragraph: —Se ha dispuesto por la alcaldía que la banda de música municipal amenice el paseo del Boulevard hoy domingo, de siete á ocho y de nueve á diez de la noche. xyxy=(830,693,1073,732)
paragraph: En Epernay fueron saqueadas ayer tres bodegas. Solamente en una quedaron destrozadas 71 grandes toneles. xyxy=(1086,217,1329,255)
paragraph: Durante las colisiones resultaron heridos un capitán de dragones y varios soldados. Algunos de éstos están graves. xyxy=(1086,655,1329,694)
paragraph: Todavía al empezar la noche de hoy ha habido disturbios en Bar-sur-Aube. Un numeroso grupo de manifestantes, precedidos de banderas rojas y cantando la "Internacional", se presentaron frente á la Prefectura y la apedrearon. xyxy=(1086,417,1329,481)
